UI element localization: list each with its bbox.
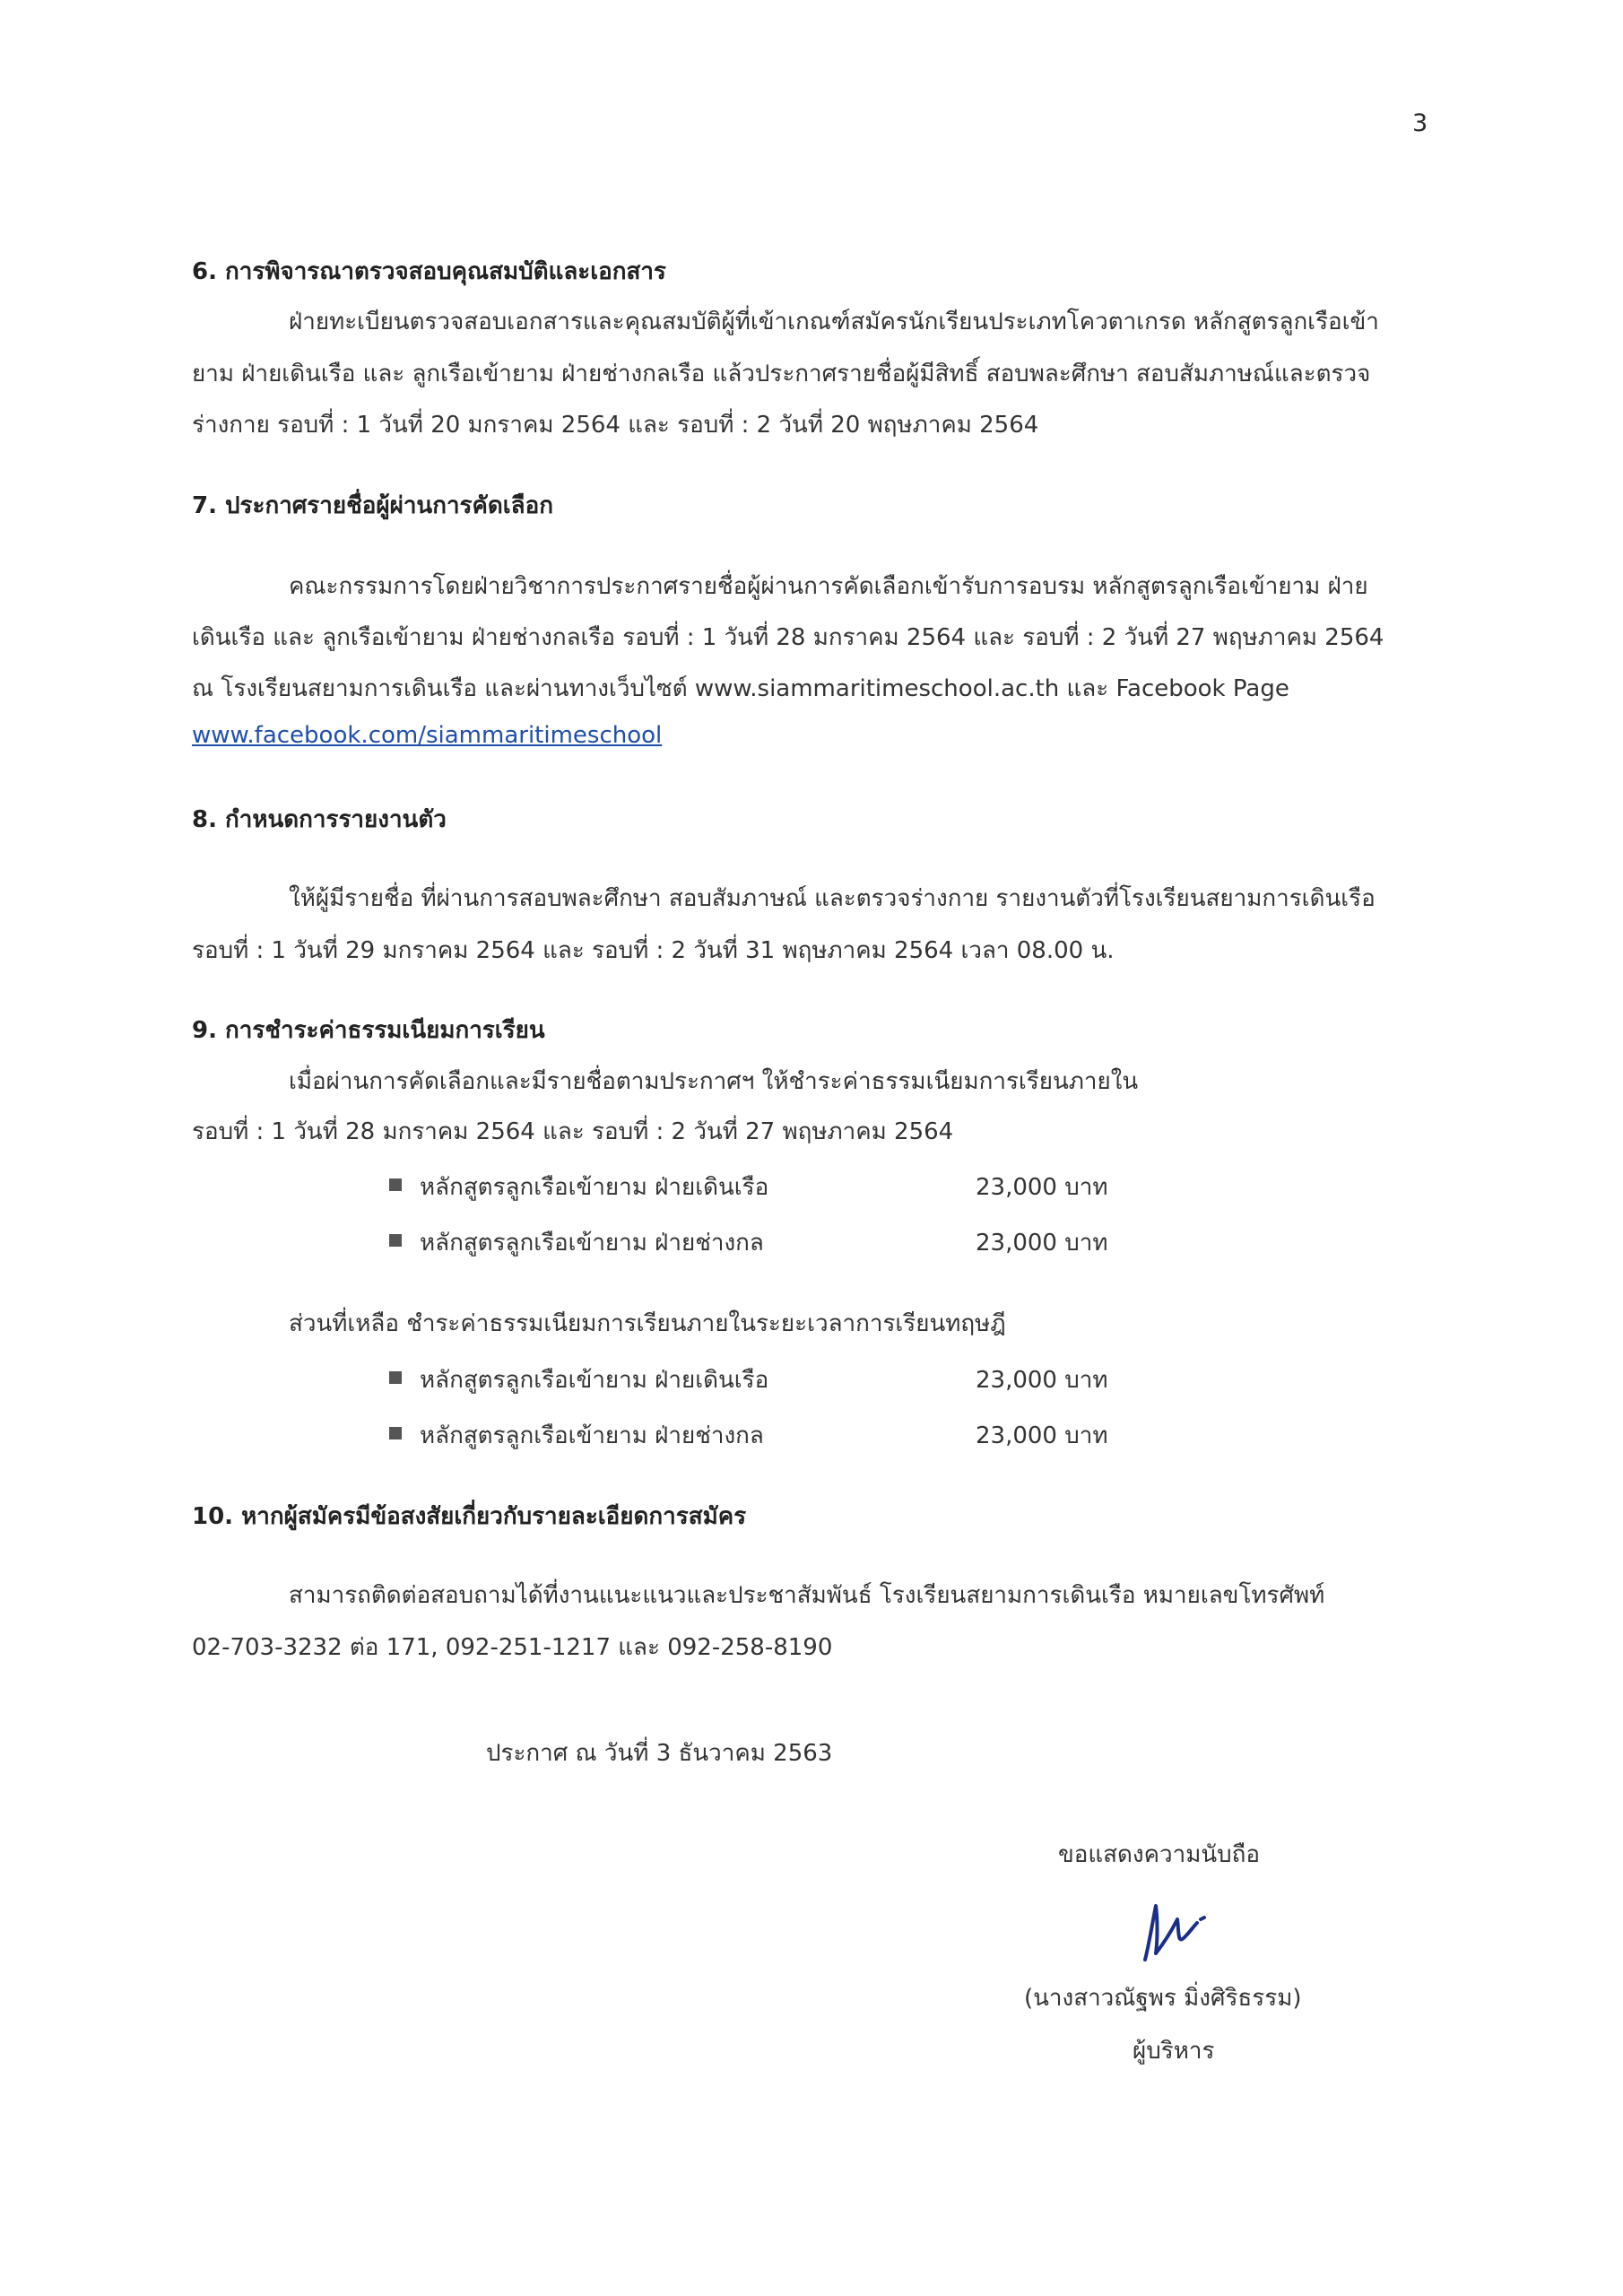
section-10-line: 02-703-3232 ต่อ 171, 092-251-1217 และ 092-258-8190 — [192, 1634, 833, 1661]
section-9-line: รอบที่ : 1 วันที่ 28 มกราคม 2564 และ รอบที่ : 2 วันที่ 27 พฤษภาคม 2564 — [192, 1118, 954, 1145]
fee-amount: 23,000 บาท — [976, 1422, 1108, 1449]
fee-item — [389, 1361, 768, 1398]
square-bullet-icon — [389, 1234, 402, 1247]
section-6-heading: 6. การพิจารณาตรวจสอบคุณสมบัติและเอกสาร — [192, 258, 666, 285]
section-10-line: สามารถติดต่อสอบถามได้ที่งานแนะแนวและประชาสัมพันธ์ โรงเรียนสยามการเดินเรือ หมายเลขโทรศัพท์ — [289, 1582, 1325, 1609]
section-8-heading: 8. กำหนดการรายงานตัว — [192, 806, 447, 833]
fee-amount: 23,000 บาท — [976, 1174, 1108, 1201]
square-bullet-icon — [389, 1178, 402, 1191]
fee-amount: 23,000 บาท — [976, 1230, 1108, 1257]
section-8-line: รอบที่ : 1 วันที่ 29 มกราคม 2564 และ รอบที่ : 2 วันที่ 31 พฤษภาคม 2564 เวลา 08.00 น. — [192, 937, 1115, 964]
fee-label: หลักสูตรลูกเรือเข้ายาม ฝ่ายช่างกล — [420, 1230, 764, 1257]
page-number: 3 — [1412, 109, 1428, 137]
remainder-note: ส่วนที่เหลือ ชำระค่าธรรมเนียมการเรียนภายในระยะเวลาการเรียนทฤษฎี — [289, 1310, 1006, 1337]
section-7-line: ณ โรงเรียนสยามการเดินเรือ และผ่านทางเว็บไซต์ www.siammaritimeschool.ac.th และ Facebook Page — [192, 675, 1289, 702]
signature-mark — [1125, 1883, 1233, 1973]
square-bullet-icon — [389, 1371, 402, 1384]
section-6-line: ยาม ฝ่ายเดินเรือ และ ลูกเรือเข้ายาม ฝ่ายช่างกลเรือ แล้วประกาศรายชื่อผู้มีสิทธิ์ สอบพละศึกษา สอบสัมภาษณ์และตรวจ — [192, 361, 1371, 387]
fee-item — [389, 1417, 764, 1454]
fee-item — [389, 1224, 764, 1261]
section-7-heading: 7. ประกาศรายชื่อผู้ผ่านการคัดเลือก — [192, 492, 553, 519]
square-bullet-icon — [389, 1427, 402, 1439]
signer-name: (นางสาวณัฐพร มิ่งศิริธรรม) — [1024, 1985, 1302, 2012]
fee-label: หลักสูตรลูกเรือเข้ายาม ฝ่ายเดินเรือ — [420, 1367, 769, 1394]
fee-amount: 23,000 บาท — [976, 1367, 1108, 1394]
section-9-line: เมื่อผ่านการคัดเลือกและมีรายชื่อตามประกาศฯ ให้ชำระค่าธรรมเนียมการเรียนภายใน — [289, 1068, 1139, 1095]
fee-item — [389, 1169, 768, 1205]
section-10-heading: 10. หากผู้สมัครมีข้อสงสัยเกี่ยวกับรายละเอียดการสมัคร — [192, 1503, 747, 1530]
section-6-line: ร่างกาย รอบที่ : 1 วันที่ 20 มกราคม 2564 และ รอบที่ : 2 วันที่ 20 พฤษภาคม 2564 — [192, 412, 1039, 439]
announcement-date: ประกาศ ณ วันที่ 3 ธันวาคม 2563 — [486, 1740, 833, 1767]
section-7-line: เดินเรือ และ ลูกเรือเข้ายาม ฝ่ายช่างกลเรือ รอบที่ : 1 วันที่ 28 มกราคม 2564 และ รอบที่ : 2 วันที่ 27 พฤษภาคม 2564 — [192, 624, 1384, 651]
fee-label: หลักสูตรลูกเรือเข้ายาม ฝ่ายช่างกล — [420, 1422, 764, 1449]
facebook-link[interactable]: www.facebook.com/siammaritimeschool — [192, 722, 663, 749]
section-8-line: ให้ผู้มีรายชื่อ ที่ผ่านการสอบพละศึกษา สอบสัมภาษณ์ และตรวจร่างกาย รายงานตัวที่โรงเรียนสยามการเดินเรือ — [289, 885, 1376, 912]
signer-title: ผู้บริหาร — [1133, 2038, 1215, 2065]
section-9-heading: 9. การชำระค่าธรรมเนียมการเรียน — [192, 1017, 545, 1044]
fee-label: หลักสูตรลูกเรือเข้ายาม ฝ่ายเดินเรือ — [420, 1174, 769, 1201]
closing-phrase: ขอแสดงความนับถือ — [1058, 1841, 1260, 1868]
section-6-line: ฝ่ายทะเบียนตรวจสอบเอกสารและคุณสมบัติผู้ที่เข้าเกณฑ์สมัครนักเรียนประเภทโควตาเกรด หลักสูตรลูกเรือเข้า — [289, 309, 1379, 335]
section-7-line: คณะกรรมการโดยฝ่ายวิชาการประกาศรายชื่อผู้ผ่านการคัดเลือกเข้ารับการอบรม หลักสูตรลูกเรือเข้ายาม ฝ่าย — [289, 573, 1368, 600]
